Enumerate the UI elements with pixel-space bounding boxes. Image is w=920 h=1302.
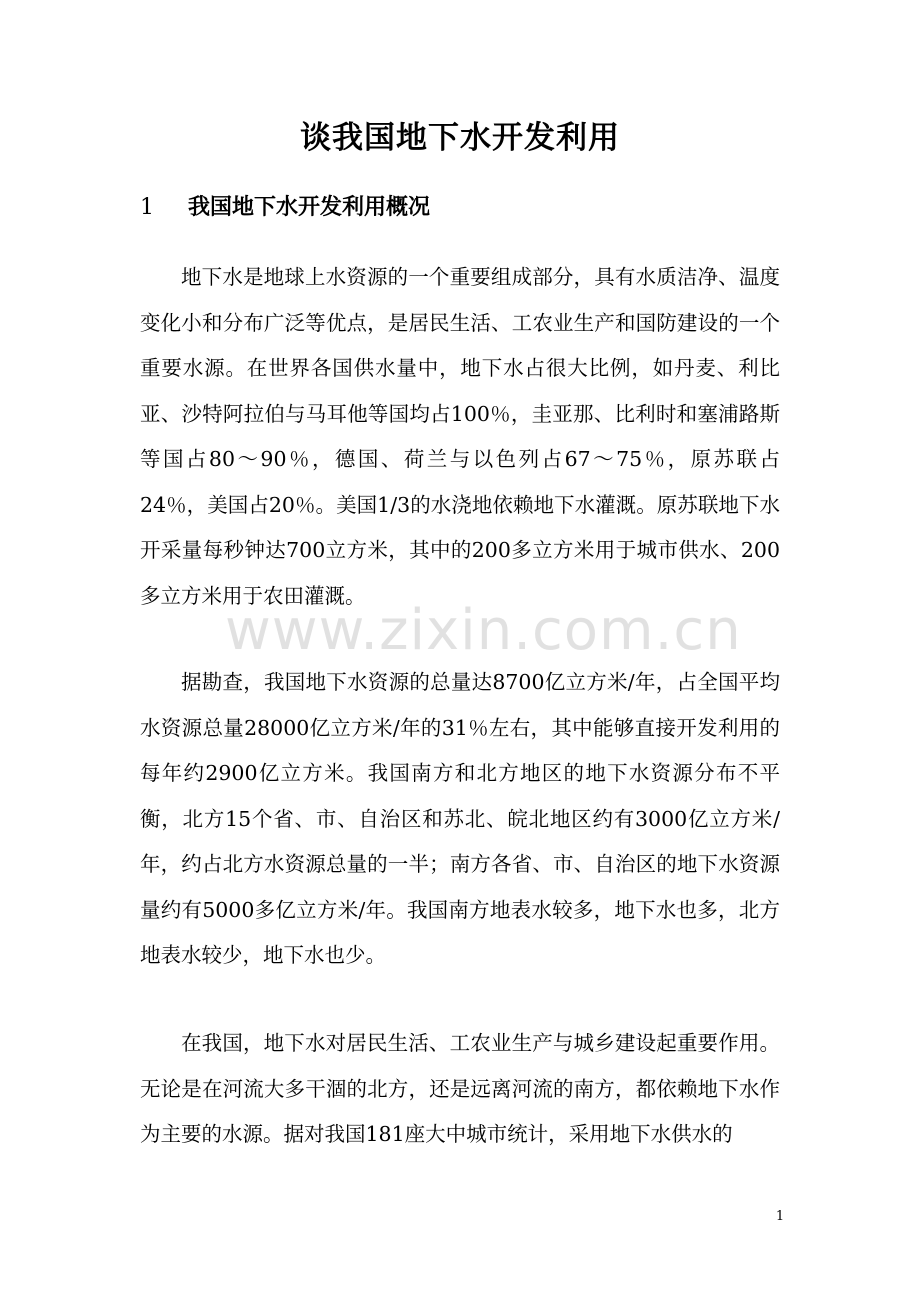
watermark: www.zixin.com.cn xyxy=(225,598,742,663)
section-heading xyxy=(140,188,430,228)
document-title: 谈我国地下水开发利用 xyxy=(300,120,620,156)
paragraph-3: 在我国，地下水对居民生活、工农业生产与城乡建设起重要作用。无论是在河流大多干涸的北方，还是远离河流的南方，都依赖地下水作为主要的水源。据对我国181座大中城市统计，采用地下水供水的 xyxy=(140,1031,780,1146)
page-number: 1 xyxy=(775,1209,785,1224)
section-title: 我国地下水开发利用概况 xyxy=(188,195,431,220)
paragraph-2: 据勘查，我国地下水资源的总量达8700亿立方米/年，占全国平均水资源总量28000亿立方米/年的31％左右，其中能够直接开发利用的每年约2900亿立方米。我国南方和北方地区的地下水资源分布不平衡，北方15个省、市、自治区和苏北、皖北地区约有3000亿立方米/年，约占北方水资源总量的一半；南方各省、市、自治区的地下水资源量约有5000多亿立方米/年。我国南方地表水较多，地下水也多，北方地表水较少，地下水也少。 xyxy=(140,670,780,967)
paragraph-1: 地下水是地球上水资源的一个重要组成部分，具有水质洁净、温度变化小和分布广泛等优点，是居民生活、工农业生产和国防建设的一个重要水源。在世界各国供水量中，地下水占很大比例，如丹麦、利比亚、沙特阿拉伯与马耳他等国均占100％，圭亚那、比利时和塞浦路斯等国占80～90％，德国、荷兰与以色列占67～75％，原苏联占24％，美国占20％。美国1/3的水浇地依赖地下水灌溉。原苏联地下水开采量每秒钟达700立方米，其中的200多立方米用于城市供水、200多立方米用于农田灌溉。 xyxy=(140,265,780,608)
section-number: 1 xyxy=(140,195,154,220)
